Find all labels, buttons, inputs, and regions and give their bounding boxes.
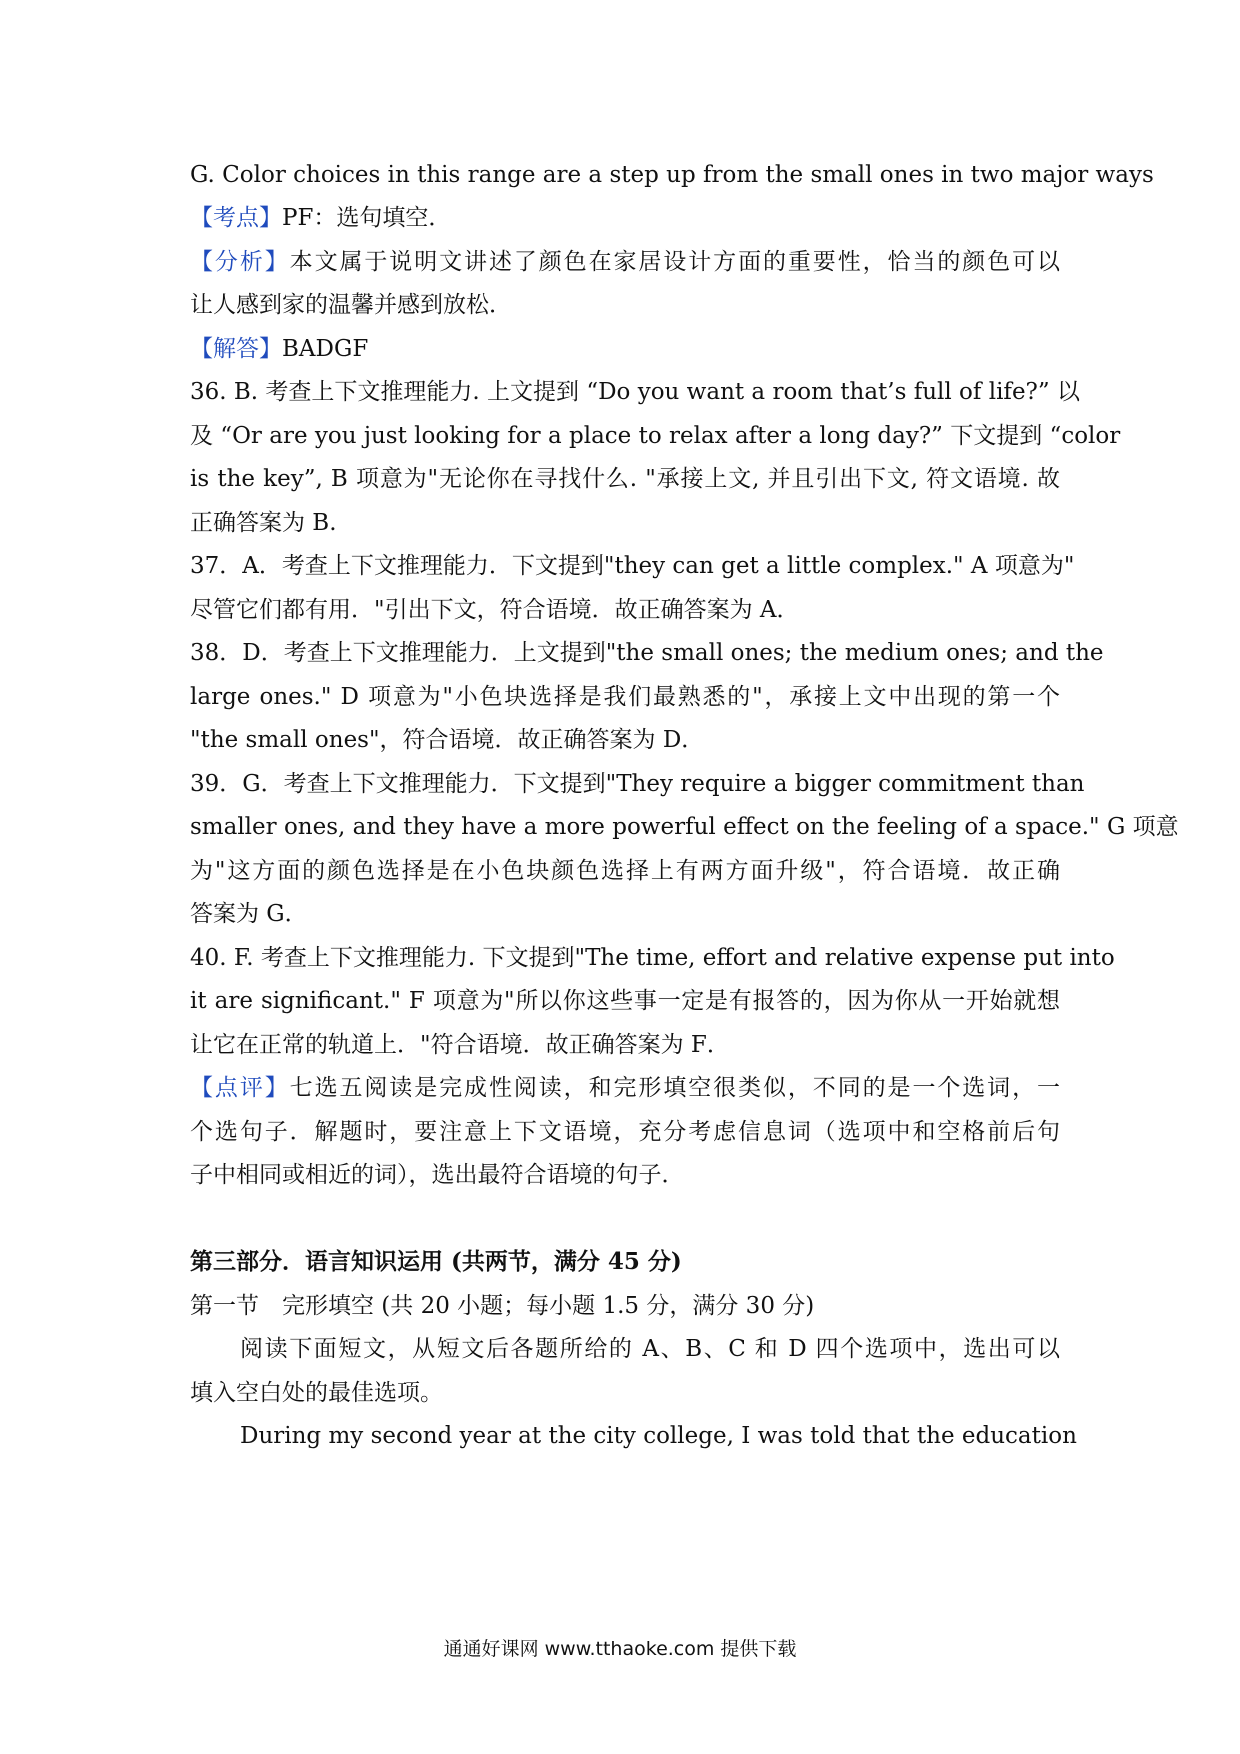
answer-37-line-1: 37．A．考查上下文推理能力．下文提到"they can get a little complex." A 项意为" xyxy=(190,553,1075,579)
section-one-heading: 第一节 完形填空 (共 20 小题；每小题 1.5 分，满分 30 分) xyxy=(190,1293,815,1319)
fenxi-tag: 【分析】 xyxy=(190,249,290,275)
answer-36-line-3: is the key”, B 项意为"无论你在寻找什么. "承接上文, 并且引出下文, 符文语境. 故 xyxy=(190,466,1060,492)
fenxi-line-2: 让人感到家的温馨并感到放松． xyxy=(190,292,512,318)
answer-38-line-2: large ones." D 项意为"小色块选择是我们最熟悉的"，承接上文中出现的第一个 xyxy=(190,684,1060,710)
instructions-line-2: 填入空白处的最佳选项。 xyxy=(190,1380,443,1406)
jieda-line xyxy=(190,334,1060,364)
jieda-text: BADGF xyxy=(282,336,369,362)
answer-39-line-3: 为"这方面的颜色选择是在小色块颜色选择上有两方面升级"，符合语境．故正确 xyxy=(190,858,1060,884)
answer-37-line-2: 尽管它们都有用．"引出下文，符合语境．故正确答案为 A． xyxy=(190,597,800,623)
passage-line-1: During my second year at the city college, I was told that the education xyxy=(240,1423,1077,1449)
instructions-line-1: 阅读下面短文，从短文后各题所给的 A、B、C 和 D 四个选项中，选出可以 xyxy=(240,1336,1060,1362)
answer-36-line-4: 正确答案为 B. xyxy=(190,510,337,536)
answer-38-line-3: "the small ones"，符合语境．故正确答案为 D． xyxy=(190,727,705,753)
answer-36-line-1: 36. B. 考查上下文推理能力. 上文提到 “Do you want a room that’s full of life?” 以 xyxy=(190,379,1080,405)
fenxi-line xyxy=(190,247,1060,277)
answer-38-line-1: 38．D．考查上下文推理能力．上文提到"the small ones; the medium ones; and the xyxy=(190,640,1104,666)
answer-39-line-4: 答案为 G． xyxy=(190,901,308,927)
section-three-heading: 第三部分．语言知识运用 (共两节，满分 45 分) xyxy=(190,1248,682,1275)
answer-36-line-2: 及 “Or are you just looking for a place to relax after a long day?” 下文提到 “color xyxy=(190,423,1121,449)
answer-39-line-1: 39．G．考查上下文推理能力．下文提到"They require a bigger commitment than xyxy=(190,771,1085,797)
fenxi-text: 本文属于说明文讲述了颜色在家居设计方面的重要性，恰当的颜色可以 xyxy=(289,249,1061,275)
option-g-line: G. Color choices in this range are a step up from the small ones in two major ways xyxy=(190,162,1154,188)
dianping-text: 七选五阅读是完成性阅读，和完形填空很类似，不同的是一个选词，一 xyxy=(289,1075,1061,1101)
page-footer: 通通好课网 www.tthaoke.com 提供下载 xyxy=(443,1638,797,1660)
answer-40-line-1: 40. F. 考查上下文推理能力. 下文提到"The time, effort and relative expense put into xyxy=(190,945,1115,971)
dianping-tag: 【点评】 xyxy=(190,1075,290,1101)
kaodian-tag: 【考点】 xyxy=(190,205,282,231)
jieda-tag: 【解答】 xyxy=(190,336,282,362)
kaodian-text: PF：选句填空． xyxy=(282,205,452,231)
answer-40-line-3: 让它在正常的轨道上．"符合语境．故正确答案为 F． xyxy=(190,1032,730,1058)
answer-40-line-2: it are significant." F 项意为"所以你这些事一定是有报答的，因为你从一开始就想 xyxy=(190,988,1060,1014)
dianping-line-3: 子中相同或相近的词），选出最符合语境的句子． xyxy=(190,1162,685,1188)
answer-39-line-2: smaller ones, and they have a more powerful effect on the feeling of a space." G 项意 xyxy=(190,814,1179,840)
kaodian-line xyxy=(190,203,1060,233)
dianping-line-2: 个选句子．解题时，要注意上下文语境，充分考虑信息词（选项中和空格前后句 xyxy=(190,1119,1060,1145)
dianping-line xyxy=(190,1073,1060,1103)
